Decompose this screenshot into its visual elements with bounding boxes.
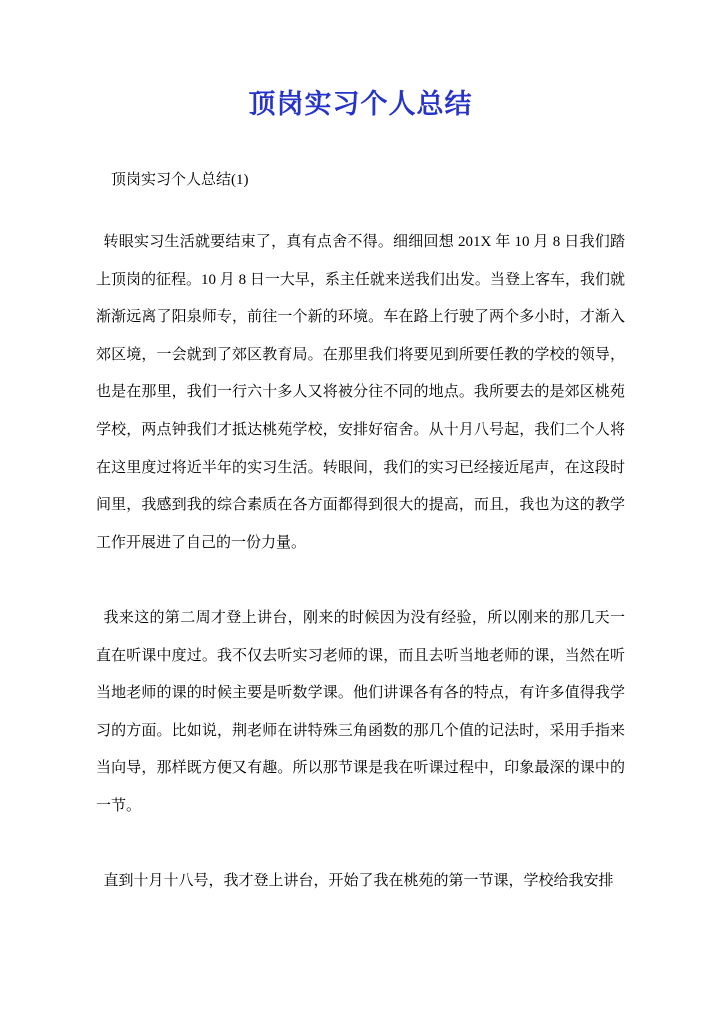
body-paragraph: 直到十月十八号，我才登上讲台，开始了我在桃苑的第一节课，学校给我安排 — [103, 873, 614, 890]
document-body — [96, 224, 625, 901]
body-paragraph: 转眼实习生活就要结束了，真有点舍不得。细细回想 201X 年 10 月 8 日我们踏上顶岗的征程。10 月 8 日一大早，系主任就来送我们出发。当登上客车，我们就渐渐远离了阳泉师专，前往一个新的环境。车在路上行驶了两个多小时，才渐入郊区境，一会就到了郊区教育局。在那里我们将要见到所要任教的学校的领导，也是在那里，我们一行六十多人又将被分往不同的地点。我所要去的是郊区桃苑学校，两点钟我们才抵达桃苑学校，安排好宿舍。从十月八号起，我们二个人将在这里度过将近半年的实习生活。转眼间，我们的实习已经接近尾声，在这段时间里，我感到我的综合素质在各方面都得到很大的提高，而且，我也为这的教学工作开展进了自己的一份力量。 — [96, 234, 625, 551]
body-paragraph: 我来这的第二周才登上讲台，刚来的时候因为没有经验，所以刚来的那几天一直在听课中度过。我不仅去听实习老师的课，而且去听当地老师的课，当然在听当地老师的课的时候主要是听数学课。他们讲课各有各的特点，有许多值得我学习的方面。比如说，荆老师在讲特殊三角函数的那几个值的记法时，采用手指来当向导，那样既方便又有趣。所以那节课是我在听课过程中，印象最深的课中的一节。 — [96, 609, 625, 814]
document-title: 顶岗实习个人总结 — [248, 89, 473, 119]
document-subtitle: 顶岗实习个人总结(1) — [111, 172, 249, 188]
